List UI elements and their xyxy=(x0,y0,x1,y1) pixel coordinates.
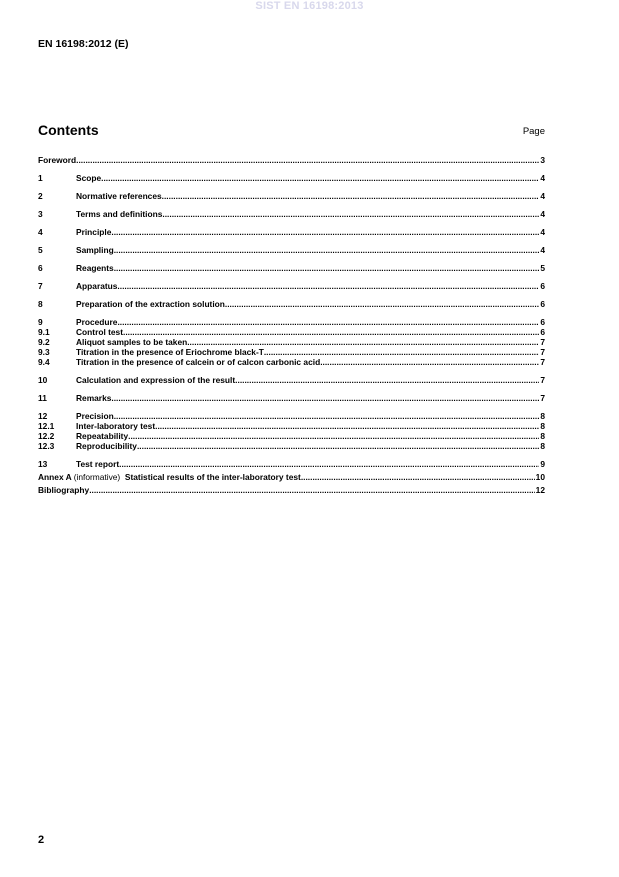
toc-page-number: 3 xyxy=(540,155,545,165)
dot-leader xyxy=(320,357,539,367)
toc-title: Normative references xyxy=(76,191,162,201)
toc-entry[interactable] xyxy=(38,263,545,273)
dot-leader xyxy=(111,393,539,403)
toc-title: Control test xyxy=(76,327,123,337)
toc-section-number: 12.1 xyxy=(38,421,55,431)
toc-page-number: 7 xyxy=(540,393,545,403)
toc-title: Titration in the presence of Eriochrome black-T xyxy=(76,347,264,357)
toc-section-number: 5 xyxy=(38,245,43,255)
toc-section-number: 10 xyxy=(38,375,48,385)
toc-entry-bibliography[interactable] xyxy=(38,485,545,495)
toc-entry[interactable] xyxy=(38,281,545,291)
toc-title: Bibliography xyxy=(38,485,90,495)
toc-page-number: 4 xyxy=(540,191,545,201)
dot-leader xyxy=(301,472,535,482)
toc-section-number: 12.2 xyxy=(38,431,55,441)
toc-entry[interactable] xyxy=(38,357,545,367)
toc-title: Calculation and expression of the result xyxy=(76,375,236,385)
toc-entry[interactable] xyxy=(38,393,545,403)
toc-title: Repeatability xyxy=(76,431,129,441)
watermark: SIST EN 16198:2013 xyxy=(255,0,364,12)
toc-page-number: 7 xyxy=(540,337,545,347)
toc-title: Preparation of the extraction solution xyxy=(76,299,225,309)
toc-entry[interactable] xyxy=(38,173,545,183)
toc-section-number: 8 xyxy=(38,299,43,309)
dot-leader xyxy=(117,281,539,291)
annex-title: Statistical results of the inter-laboratory test xyxy=(124,472,301,482)
toc-section-number: 3 xyxy=(38,209,43,219)
toc-title: Reagents xyxy=(76,263,114,273)
toc-title: Titration in the presence of calcein or of calcon carbonic acid xyxy=(76,357,321,367)
toc-entry[interactable] xyxy=(38,375,545,385)
dot-leader xyxy=(162,191,540,201)
dot-leader xyxy=(111,227,539,237)
table-of-contents xyxy=(38,155,545,495)
toc-section-number: 9.3 xyxy=(38,347,50,357)
toc-entry[interactable] xyxy=(38,299,545,309)
page-number: 2 xyxy=(38,834,45,846)
dot-leader xyxy=(264,347,539,357)
toc-title: Scope xyxy=(76,173,102,183)
toc-entry[interactable] xyxy=(38,227,545,237)
toc-section-number: 9.4 xyxy=(38,357,50,367)
toc-title: Procedure xyxy=(76,317,118,327)
toc-page-number: 7 xyxy=(540,357,545,367)
toc-page-number: 8 xyxy=(540,431,545,441)
toc-page-number: 4 xyxy=(540,245,545,255)
toc-title: Apparatus xyxy=(76,281,118,291)
toc-page-number: 7 xyxy=(540,347,545,357)
dot-leader xyxy=(114,411,540,421)
toc-page-number: 6 xyxy=(540,299,545,309)
toc-entry[interactable] xyxy=(38,155,545,165)
toc-entry[interactable] xyxy=(38,411,545,421)
dot-leader xyxy=(162,209,539,219)
toc-page-number: 6 xyxy=(540,281,545,291)
toc-entry[interactable] xyxy=(38,317,545,327)
dot-leader xyxy=(155,421,539,431)
toc-title: Terms and definitions xyxy=(76,209,163,219)
toc-entry[interactable] xyxy=(38,421,545,431)
toc-section-number: 2 xyxy=(38,191,43,201)
dot-leader xyxy=(117,317,539,327)
toc-section-number: 1 xyxy=(38,173,43,183)
toc-section-number: 13 xyxy=(38,459,48,469)
toc-section-number: 6 xyxy=(38,263,43,273)
toc-entry[interactable] xyxy=(38,459,545,469)
toc-title: Foreword xyxy=(38,155,77,165)
dot-leader xyxy=(235,375,539,385)
toc-entry[interactable] xyxy=(38,441,545,451)
toc-entry[interactable] xyxy=(38,337,545,347)
toc-section-number: 12 xyxy=(38,411,48,421)
toc-section-number: 11 xyxy=(38,393,47,403)
toc-entry[interactable] xyxy=(38,431,545,441)
toc-section-number: 12.3 xyxy=(38,441,55,451)
toc-page-number: 4 xyxy=(540,173,545,183)
toc-page-number: 6 xyxy=(540,317,545,327)
toc-section-number: 9.1 xyxy=(38,327,50,337)
toc-page-number: 8 xyxy=(540,411,545,421)
toc-section-number: 4 xyxy=(38,227,43,237)
toc-page-number: 6 xyxy=(540,327,545,337)
annex-label: Annex A (informative) Statistical results of the inter-laboratory test xyxy=(38,472,301,482)
toc-entry[interactable] xyxy=(38,347,545,357)
dot-leader xyxy=(225,299,539,309)
dot-leader xyxy=(123,327,539,337)
toc-page-number: 9 xyxy=(540,459,545,469)
toc-entry-annex-a[interactable] xyxy=(38,472,545,482)
toc-page-number: 12 xyxy=(535,485,545,495)
toc-entry[interactable] xyxy=(38,327,545,337)
dot-leader xyxy=(119,459,539,469)
toc-page-number: 10 xyxy=(535,472,545,482)
toc-title: Principle xyxy=(76,227,112,237)
dot-leader xyxy=(76,155,539,165)
toc-section-number: 9 xyxy=(38,317,43,327)
toc-section-number: 9.2 xyxy=(38,337,50,347)
toc-title: Remarks xyxy=(76,393,112,403)
page-column-label: Page xyxy=(522,126,545,137)
toc-title: Precision xyxy=(76,411,114,421)
toc-page-number: 4 xyxy=(540,209,545,219)
dot-leader xyxy=(114,263,540,273)
annex-type: (informative) xyxy=(73,472,121,482)
dot-leader xyxy=(101,173,539,183)
document-id: EN 16198:2012 (E) xyxy=(38,38,129,50)
toc-page-number: 5 xyxy=(540,263,545,273)
dot-leader xyxy=(114,245,540,255)
dot-leader xyxy=(137,441,539,451)
toc-page-number: 8 xyxy=(540,421,545,431)
toc-entry[interactable] xyxy=(38,245,545,255)
dot-leader xyxy=(89,485,534,495)
toc-page-number: 8 xyxy=(540,441,545,451)
toc-title: Inter-laboratory test xyxy=(76,421,156,431)
dot-leader xyxy=(128,431,539,441)
toc-entry[interactable] xyxy=(38,209,545,219)
dot-leader xyxy=(187,337,539,347)
toc-title: Reproducibility xyxy=(76,441,137,451)
toc-page-number: 7 xyxy=(540,375,545,385)
toc-title: Test report xyxy=(76,459,120,469)
toc-page-number: 4 xyxy=(540,227,545,237)
toc-entry[interactable] xyxy=(38,191,545,201)
toc-section-number: 7 xyxy=(38,281,43,291)
contents-title: Contents xyxy=(38,122,99,138)
toc-title: Sampling xyxy=(76,245,114,255)
toc-title: Aliquot samples to be taken xyxy=(76,337,188,347)
